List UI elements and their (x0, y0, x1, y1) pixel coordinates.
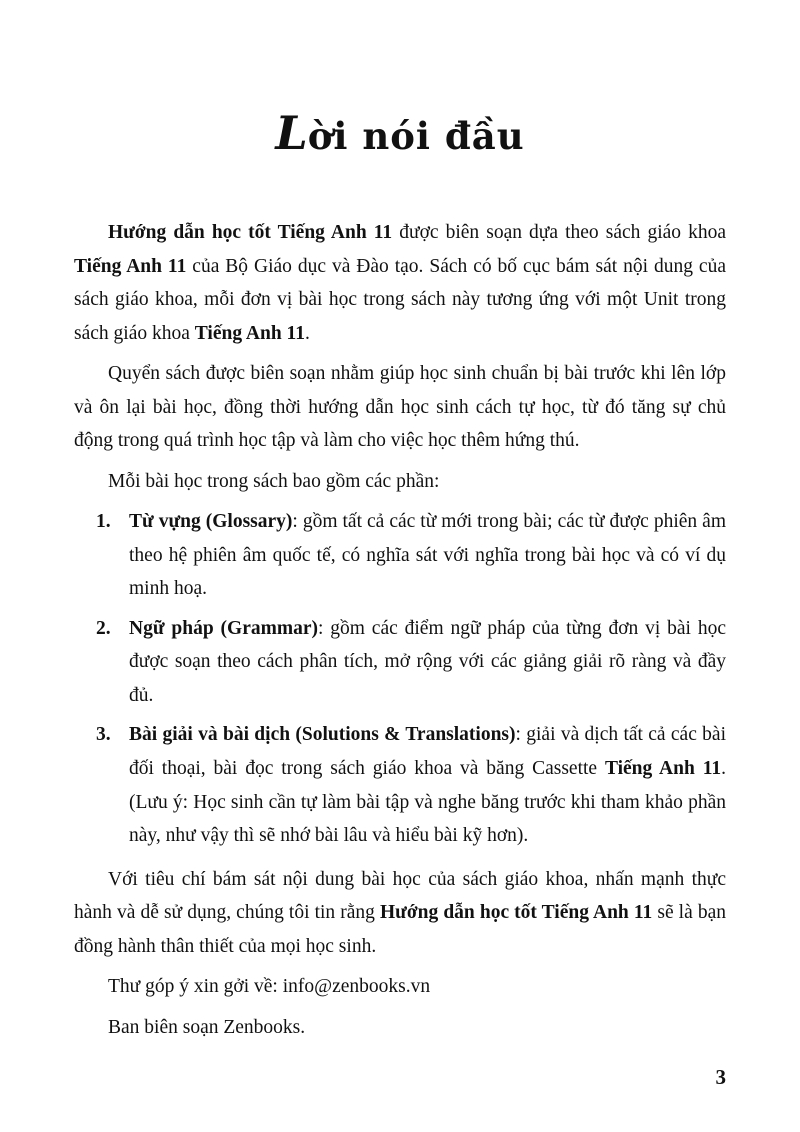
page-title-rest: ời nói đầu (307, 114, 525, 158)
plain-text: Ban biên soạn Zenbooks. (108, 1016, 306, 1038)
plain-text: Quyển sách được biên soạn nhằm giúp học sinh chuẩn bị bài trước khi lên lớp và ôn lại bài học, đồng thời hướng dẫn học sinh cách tự học, từ đó tăng sự chủ động trong quá trình học tập và làm cho việc học thêm hứng thú. (74, 363, 726, 452)
plain-text: sẽ là bạn đồng hành thân thiết của mọi học sinh. (74, 902, 726, 957)
emphasis-text: Tiếng Anh 11 (194, 322, 305, 344)
page-title-initial: L (275, 106, 308, 160)
plain-text: của Bộ Giáo dục và Đào tạo. Sách có bố cục bám sát nội dung của sách giáo khoa, mỗi đơn vị bài học trong sách này tương ứng với một Unit trong sách giáo khoa (74, 255, 726, 344)
emphasis-text: Tiếng Anh 11 (604, 757, 722, 779)
document-body (74, 216, 726, 1044)
plain-text: : gồm các điểm ngữ pháp của từng đơn vị bài học được soạn theo cách phân tích, mở rộng với các giảng giải rõ ràng và đầy đủ. (129, 617, 726, 706)
emphasis-text: Ngữ pháp (Grammar) (129, 617, 318, 639)
list-item-number: 1. (96, 511, 111, 533)
emphasis-text: Bài giải và bài dịch (Solutions & Translations) (129, 724, 516, 746)
list-item (74, 612, 726, 713)
plain-text: được biên soạn dựa theo sách giáo khoa (392, 222, 726, 243)
list-item-number: 2. (96, 617, 111, 639)
paragraph-purpose (74, 357, 726, 458)
plain-text: . (304, 322, 310, 344)
plain-text: : gồm tất cả các từ mới trong bài; các từ được phiên âm theo hệ phiên âm quốc tế, có nghĩa sát với nghĩa trong bài học và có ví dụ minh hoạ. (129, 511, 726, 600)
plain-text: Thư góp ý xin gởi về: info@zenbooks.vn (108, 976, 431, 998)
paragraph-intro (74, 216, 726, 350)
plain-text: Với tiêu chí bám sát nội dung bài học của sách giáo khoa, nhấn mạnh thực hành và dễ sử dụng, chúng tôi tin rằng (74, 868, 726, 924)
list-item (74, 505, 726, 606)
paragraph-signature (74, 1011, 726, 1045)
list-item (74, 718, 726, 852)
plain-text: : giải và dịch tất cả các bài đối thoại, bài đọc trong sách giáo khoa và băng Cassette (129, 724, 726, 779)
paragraph-contact (74, 970, 726, 1004)
emphasis-text: Hướng dẫn học tốt Tiếng Anh 11 (108, 222, 393, 243)
plain-text: Mỗi bài học trong sách bao gồm các phần: (108, 470, 440, 492)
emphasis-text: Hướng dẫn học tốt Tiếng Anh 11 (379, 902, 653, 924)
paragraph-lead-in (74, 465, 726, 499)
intro-paragraphs (74, 216, 726, 498)
closing-paragraphs (74, 863, 726, 1045)
page-title (74, 96, 726, 160)
page-number: 3 (715, 1065, 726, 1089)
list-item-number: 3. (96, 724, 111, 746)
emphasis-text: Tiếng Anh 11 (74, 255, 187, 277)
feature-list (74, 505, 726, 852)
emphasis-text: Từ vựng (Glossary) (129, 511, 293, 533)
paragraph-criteria (74, 863, 726, 964)
plain-text: . (Lưu ý: Học sinh cần tự làm bài tập và nghe băng trước khi tham khảo phần này, như vậy thì sẽ nhớ bài lâu và hiểu bài kỹ hơn). (129, 757, 726, 847)
